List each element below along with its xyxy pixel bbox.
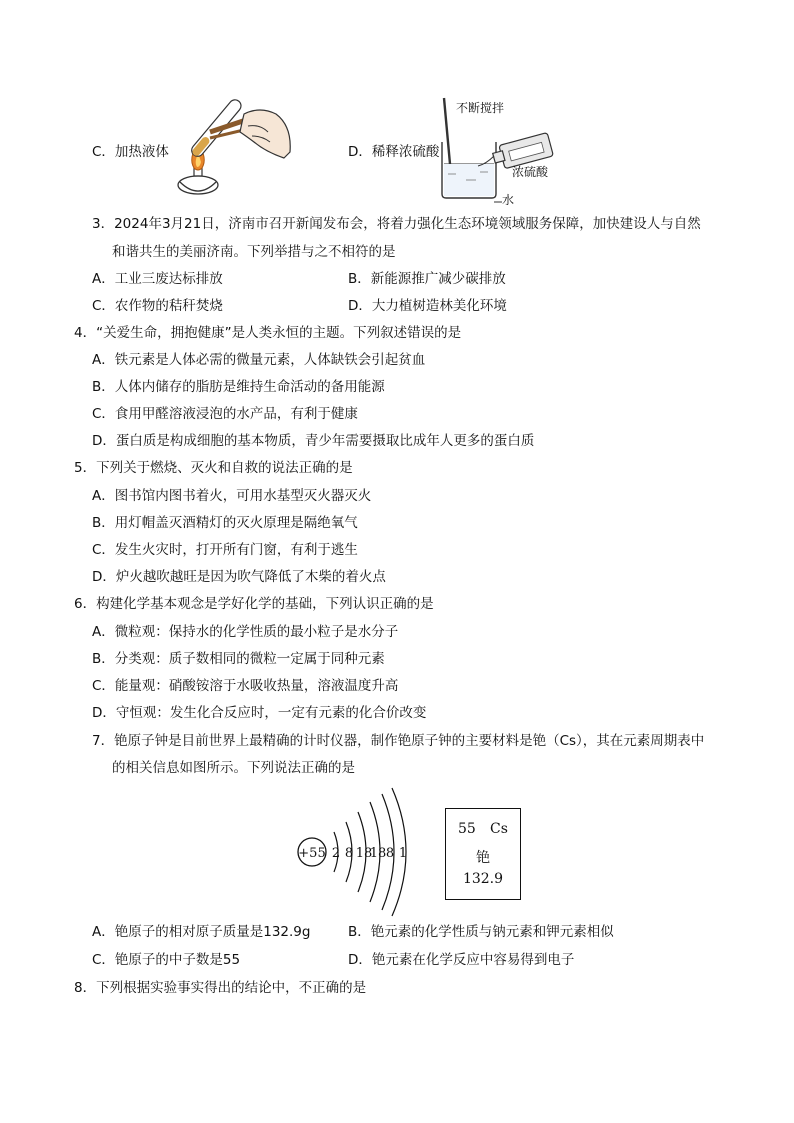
element-symbol: Cs xyxy=(490,821,508,837)
q7-option-b: B．铯元素的化学性质与钠元素和钾元素相似 xyxy=(348,924,614,940)
option-c-heat-liquid: C．加热液体 xyxy=(92,144,169,160)
heating-liquid-figure xyxy=(168,92,298,207)
q3-option-d: D．大力植树造林美化环境 xyxy=(348,298,507,314)
q3-stem-line1: 3．2024年3月21日，济南市召开新闻发布会，将着力强化生态环境领域服务保障，加快建设人与自然 xyxy=(92,216,701,232)
q4-option-b: B．人体内储存的脂肪是维持生命活动的备用能源 xyxy=(92,379,385,395)
stir-label: 不断搅拌 xyxy=(456,101,505,115)
element-name: 铯 xyxy=(476,850,490,866)
nucleus-charge: +55 xyxy=(298,846,326,861)
q6-option-b: B．分类观：质子数相同的微粒一定属于同种元素 xyxy=(92,651,385,667)
q7-option-c: C．铯原子的中子数是55 xyxy=(92,952,241,968)
shell-6-electrons: 1 xyxy=(398,846,408,861)
q4-option-a: A．铁元素是人体必需的微量元素，人体缺铁会引起贫血 xyxy=(92,352,426,368)
q5-option-a: A．图书馆内图书着火，可用水基型灭火器灭火 xyxy=(92,488,372,504)
atomic-number: 55 xyxy=(458,821,476,837)
q4-option-c: C．食用甲醛溶液浸泡的水产品，有利于健康 xyxy=(92,406,358,422)
q6-stem: 6．构建化学基本观念是学好化学的基础，下列认识正确的是 xyxy=(74,596,434,612)
q5-option-b: B．用灯帽盖灭酒精灯的灭火原理是隔绝氧气 xyxy=(92,515,358,531)
q8-stem: 8．下列根据实验事实得出的结论中，不正确的是 xyxy=(74,980,367,996)
element-card-cesium xyxy=(445,808,521,900)
q6-option-c: C．能量观：硝酸铵溶于水吸收热量，溶液温度升高 xyxy=(92,678,399,694)
water-label: 水 xyxy=(502,193,515,206)
q7-option-d: D．铯元素在化学反应中容易得到电子 xyxy=(348,952,575,968)
shell-1-electrons: 2 xyxy=(331,846,341,861)
q7-option-a: A．铯原子的相对原子质量是132.9g xyxy=(92,924,311,940)
q3-option-c: C．农作物的秸秆焚烧 xyxy=(92,298,223,314)
dilute-sulfuric-acid-figure xyxy=(436,94,566,206)
q3-stem-line2: 和谐共生的美丽济南。下列举措与之不相符的是 xyxy=(112,244,396,260)
q6-option-d: D．守恒观：发生化合反应时，一定有元素的化合价改变 xyxy=(92,705,427,721)
shell-4-electrons: 18 xyxy=(369,846,387,861)
q7-stem-line1: 7．铯原子钟是目前世界上最精确的计时仪器，制作铯原子钟的主要材料是铯（Cs），其在元素周期表中 xyxy=(92,733,705,749)
q6-option-a: A．微粒观：保持水的化学性质的最小粒子是水分子 xyxy=(92,624,399,640)
shell-3-electrons: 18 xyxy=(355,846,373,861)
q4-option-d: D．蛋白质是构成细胞的基本物质，青少年需要摄取比成年人更多的蛋白质 xyxy=(92,433,535,449)
q5-option-d: D．炉火越吹越旺是因为吹气降低了木柴的着火点 xyxy=(92,569,386,585)
q3-option-b: B．新能源推广减少碳排放 xyxy=(348,271,506,287)
q3-option-a: A．工业三废达标排放 xyxy=(92,271,223,287)
cesium-atom-structure-diagram xyxy=(290,786,420,918)
q5-option-c: C．发生火灾时，打开所有门窗，有利于逃生 xyxy=(92,542,358,558)
acid-label: 浓硫酸 xyxy=(512,165,549,179)
option-d-dilute-acid: D．稀释浓硫酸 xyxy=(348,144,440,160)
q4-stem: 4．“关爱生命，拥抱健康”是人类永恒的主题。下列叙述错误的是 xyxy=(74,325,462,341)
shell-2-electrons: 8 xyxy=(344,846,354,861)
atomic-mass: 132.9 xyxy=(462,871,504,887)
shell-5-electrons: 8 xyxy=(385,846,395,861)
q7-stem-line2: 的相关信息如图所示。下列说法正确的是 xyxy=(112,760,355,776)
q5-stem: 5．下列关于燃烧、灭火和自救的说法正确的是 xyxy=(74,460,353,476)
